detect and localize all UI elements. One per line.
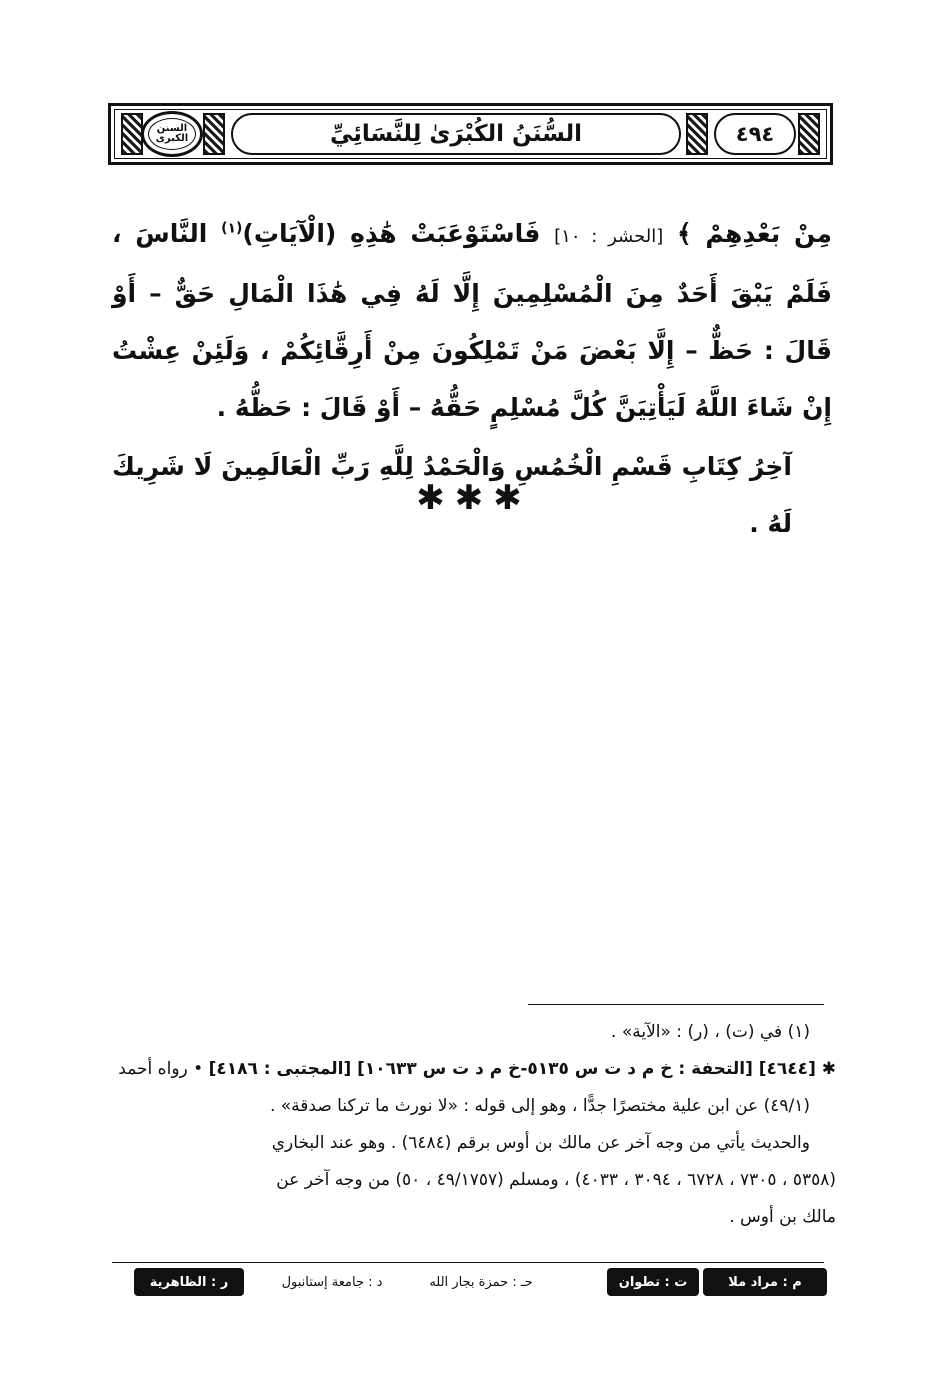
footnotes	[112, 1014, 836, 1236]
manuscript-label-h: حـ : حمزة بجار الله	[429, 1274, 533, 1290]
footnote-divider	[528, 1004, 824, 1005]
book-seal	[141, 111, 203, 157]
chapter-ending: آخِرُ كِتَابِ قَسْمِ الْخُمُسِ وَالْحَمْدُ لِلَّهِ رَبِّ الْعَالَمِينَ لَا شَرِيكَ لَهُ .	[112, 452, 792, 538]
page-header	[108, 103, 833, 165]
page-number: ٤٩٤	[735, 122, 775, 146]
footnote-star	[112, 1051, 836, 1088]
header-ornament	[203, 113, 225, 155]
footnote-line: مالك بن أوس .	[729, 1207, 836, 1227]
section-separator: ✱✱✱	[416, 478, 532, 518]
hadith-paragraph	[112, 205, 832, 436]
manuscript-key	[112, 1266, 827, 1302]
header-ornament	[686, 113, 708, 155]
manuscript-badge-t: ت : تطوان	[607, 1268, 699, 1296]
hadith-text-part: النَّاسَ ، فَلَمْ يَبْقَ أَحَدٌ مِنَ الْمُسْلِمِينَ إِلَّا لَهُ فِي هَٰذَا الْمَالِ حَقٌّ – أَوْ قَالَ : حَظٌّ – إِلَّا بَعْضَ مَنْ تَمْلِكُونَ مِنْ أَرِقَّائِكُمْ ، وَلَئِنْ عِشْتُ إِنْ شَاءَ اللَّهُ لَيَأْتِيَنَّ كُلَّ مُسْلِمٍ حَقُّهُ – أَوْ قَالَ : حَظُّهُ .	[112, 219, 832, 422]
manuscript-divider	[112, 1262, 824, 1263]
seal-text: السنن الكبرى	[148, 118, 196, 150]
footnote-marker[interactable]: (١)	[221, 220, 243, 237]
takhrij-reference: ✱ [٤٦٤٤] [التحفة : خ م د ت س ٥١٣٥-خ م د ت س ١٠٦٣٣] [المجتبى : ٤١٨٦]	[208, 1059, 836, 1079]
book-title: السُّنَنُ الكُبْرَىٰ لِلنَّسَائِيِّ	[329, 121, 583, 147]
quran-quote-end: مِنْ بَعْدِهِمْ ﴾	[676, 219, 832, 248]
header-ornament	[121, 113, 143, 155]
manuscript-badge-r: ر : الظاهرية	[134, 1268, 244, 1296]
page-number-box	[714, 113, 796, 155]
footnote-line: (٤٩/١) عن ابن علية مختصرًا جدًّا ، وهو إلى قوله : «لا نورث ما تركنا صدقة» .	[269, 1096, 810, 1116]
quran-reference: [الحشر : ١٠]	[554, 226, 664, 247]
footnote-line: والحديث يأتي من وجه آخر عن مالك بن أوس برقم (٦٤٨٤) . وهو عند البخاري	[271, 1133, 810, 1153]
running-title-box	[231, 113, 681, 155]
footnote-1: (١) في (ت) ، (ر) : «الآية» .	[611, 1022, 810, 1042]
manuscript-label-d: د : جامعة إستانبول	[281, 1274, 383, 1290]
hadith-text-part: فَاسْتَوْعَبَتْ هَٰذِهِ (الْآيَاتِ)	[242, 219, 541, 248]
takhrij-tail: • رواه أحمد	[118, 1059, 204, 1079]
footnote-line: (٥٣٥٨ ، ٧٣٠٥ ، ٦٧٢٨ ، ٣٠٩٤ ، ٤٠٣٣) ، ومسلم (٤٩/١٧٥٧ ، ٥٠) من وجه آخر عن	[276, 1170, 836, 1190]
header-ornament	[798, 113, 820, 155]
manuscript-badge-m: م : مراد ملا	[703, 1268, 827, 1296]
